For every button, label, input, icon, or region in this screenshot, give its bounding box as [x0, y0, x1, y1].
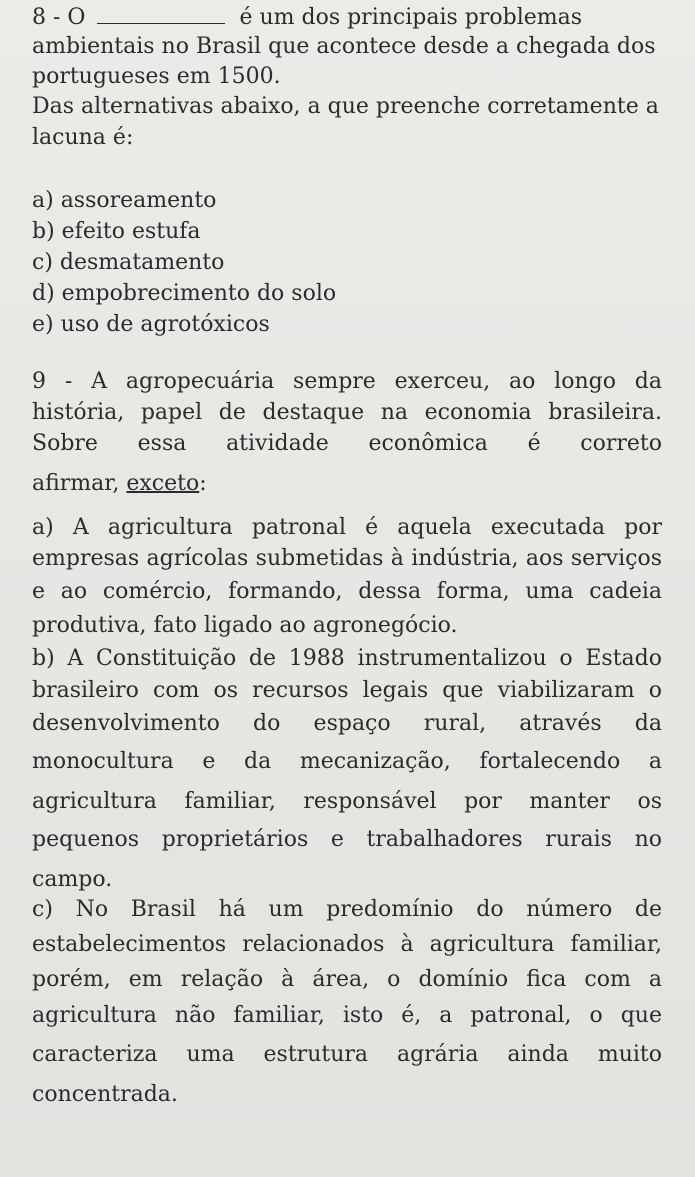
q9-stem-colon: : [199, 471, 207, 496]
q9-stem-line-2: história, papel de destaque na economia brasileira. [32, 400, 662, 425]
q8-option-a: a) assoreamento [32, 188, 217, 213]
q9-option-c-line-4: agricultura não familiar, isto é, a patronal, o que [32, 1003, 662, 1028]
q9-option-b-line-1: b) A Constituição de 1988 instrumentalizou o Estado [32, 646, 662, 671]
q8-option-d: d) empobrecimento do solo [32, 281, 337, 306]
q9-option-c-line-2: estabelecimentos relacionados à agricultura familiar, [32, 932, 662, 957]
q9-option-c-line-5: caracteriza uma estrutura agrária ainda muito [32, 1042, 662, 1067]
q8-stem-line-5: lacuna é: [32, 125, 134, 150]
q9-option-b-line-6: pequenos proprietários e trabalhadores rurais no [32, 827, 662, 852]
q9-option-b-line-7: campo. [32, 867, 113, 892]
q9-option-a-line-4: produtiva, fato ligado ao agronegócio. [32, 613, 458, 638]
q8-stem-line-2: ambientais no Brasil que acontece desde a chegada dos [32, 34, 656, 59]
q8-stem-line-1 [32, 4, 662, 32]
q8-answer-blank [97, 5, 225, 24]
q8-number: 8 - O [32, 5, 86, 30]
q9-stem-prefix: afirmar, [32, 471, 127, 496]
q9-exceto-underlined: exceto [126, 471, 200, 496]
q8-option-e: e) uso de agrotóxicos [32, 312, 270, 337]
q9-option-c-line-3: porém, em relação à área, o domínio fica com a [32, 967, 662, 992]
q9-option-a-line-3: e ao comércio, formando, dessa forma, uma cadeia [32, 579, 662, 604]
q9-option-b-line-2: brasileiro com os recursos legais que viabilizaram o [32, 678, 662, 703]
q9-option-a-line-1: a) A agricultura patronal é aquela executada por [32, 515, 662, 540]
q8-option-c: c) desmatamento [32, 250, 225, 275]
q8-stem-line-3: portugueses em 1500. [32, 64, 281, 89]
q8-stem-text: é um dos principais problemas [239, 5, 583, 30]
q9-option-b-line-5: agricultura familiar, responsável por manter os [32, 789, 662, 814]
q9-option-b-line-3: desenvolvimento do espaço rural, através da [32, 711, 662, 736]
q9-stem-line-1: 9 - A agropecuária sempre exerceu, ao longo da [32, 369, 662, 394]
q9-option-a-line-2: empresas agrícolas submetidas à indústria, aos serviços [32, 546, 662, 571]
q9-option-c-line-6: concentrada. [32, 1082, 178, 1107]
q8-stem-line-4: Das alternativas abaixo, a que preenche corretamente a [32, 94, 659, 119]
q9-option-b-line-4: monocultura e da mecanização, fortalecendo a [32, 749, 662, 774]
q9-option-c-line-1: c) No Brasil há um predomínio do número de [32, 897, 662, 922]
q9-stem-line-3: Sobre essa atividade econômica é correto [32, 431, 662, 456]
q9-stem-line-4 [32, 470, 662, 498]
q8-option-b: b) efeito estufa [32, 219, 201, 244]
